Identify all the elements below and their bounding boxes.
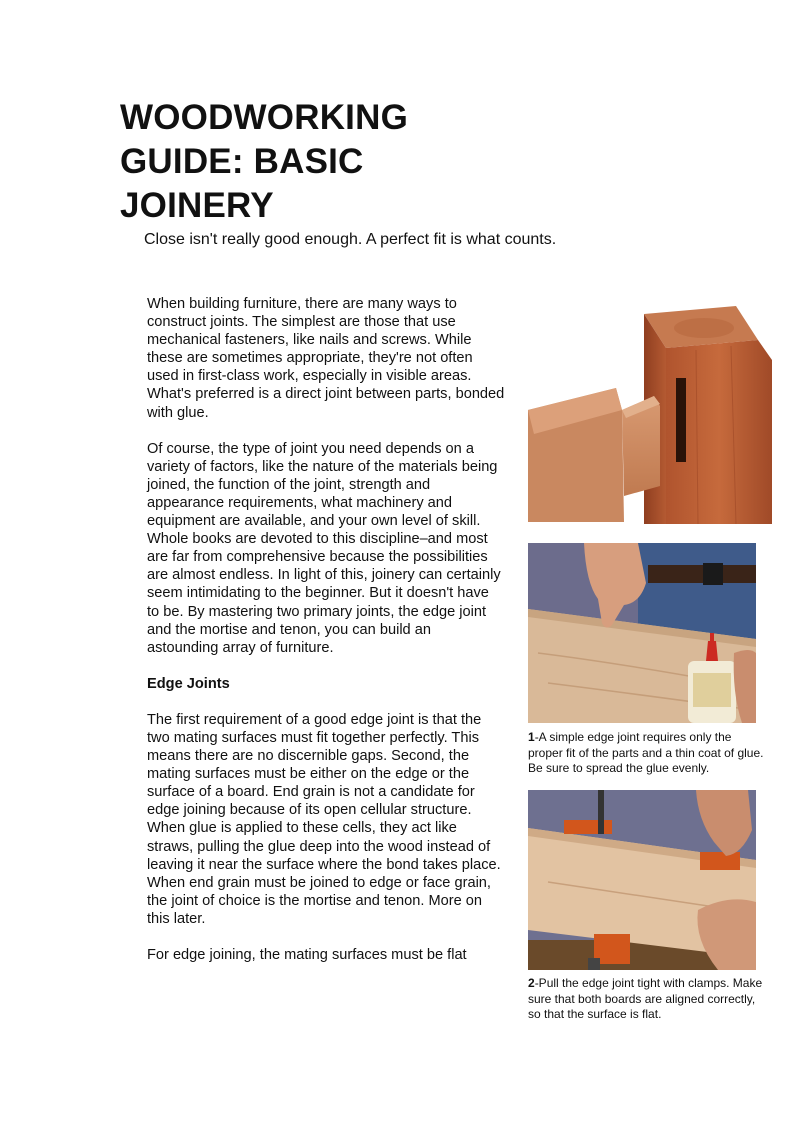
edge-joint-clamp-photo — [528, 790, 756, 970]
page-title: WOODWORKING GUIDE: BASIC JOINERY — [120, 98, 408, 225]
figure-caption-text: -A simple edge joint requires only the proper fit of the parts and a thin coat of glue. Be sure to spread the glue evenly. — [528, 730, 764, 775]
page-subtitle: Close isn't really good enough. A perfect fit is what counts. — [144, 231, 557, 248]
paragraph: Of course, the type of joint you need depends on a variety of factors, like the nature of the materials being joined, the function of the joint, strength and appearance requirements, what machinery and equipment are available, and your own level of skill. Whole books are devoted to this discipline–and most are far from comprehensive because the possibilities are almost endless. In light of this, joinery can certainly seem intimidating to the beginner. But it doesn't have to be. By mastering two primary joints, the edge joint and the mortise and tenon, you can build an astounding array of furniture. — [147, 440, 501, 656]
paragraph: When building furniture, there are many ways to construct joints. The simplest are those that use mechanical fasteners, like nails and screws. While these are sometimes appropriate, they're not often used in first-class work, especially in visible areas. What's preferred is a direct joint between parts, bonded with glue. — [147, 296, 505, 421]
paragraph: For edge joining, the mating surfaces must be flat — [147, 947, 467, 963]
paragraph: The first requirement of a good edge joint is that the two mating surfaces must fit together perfectly. This means there are no discernible gaps. Second, the mating surfaces must be either on the edge or the surface of a board. End grain is not a candidate for edge joining because of its open cellular structure. When glue is applied to these cells, they act like straws, pulling the glue deep into the wood instead of leaving it near the surface where the bond takes place. When end grain must be joined to edge or face grain, the joint of choice is the mortise and tenon. More on this later. — [147, 711, 501, 927]
figure-number: 1 — [528, 730, 535, 744]
figure-number: 2 — [528, 976, 535, 990]
edge-joint-glue-photo — [528, 543, 756, 723]
article-body — [147, 295, 505, 982]
figure-caption — [528, 730, 768, 777]
figure-caption — [528, 976, 768, 1023]
mortise-tenon-photo — [526, 300, 774, 524]
section-heading: Edge Joints — [147, 675, 230, 692]
figure-caption-text: -Pull the edge joint tight with clamps. Make sure that both boards are aligned correctly, so that the surface is flat. — [528, 976, 763, 1021]
